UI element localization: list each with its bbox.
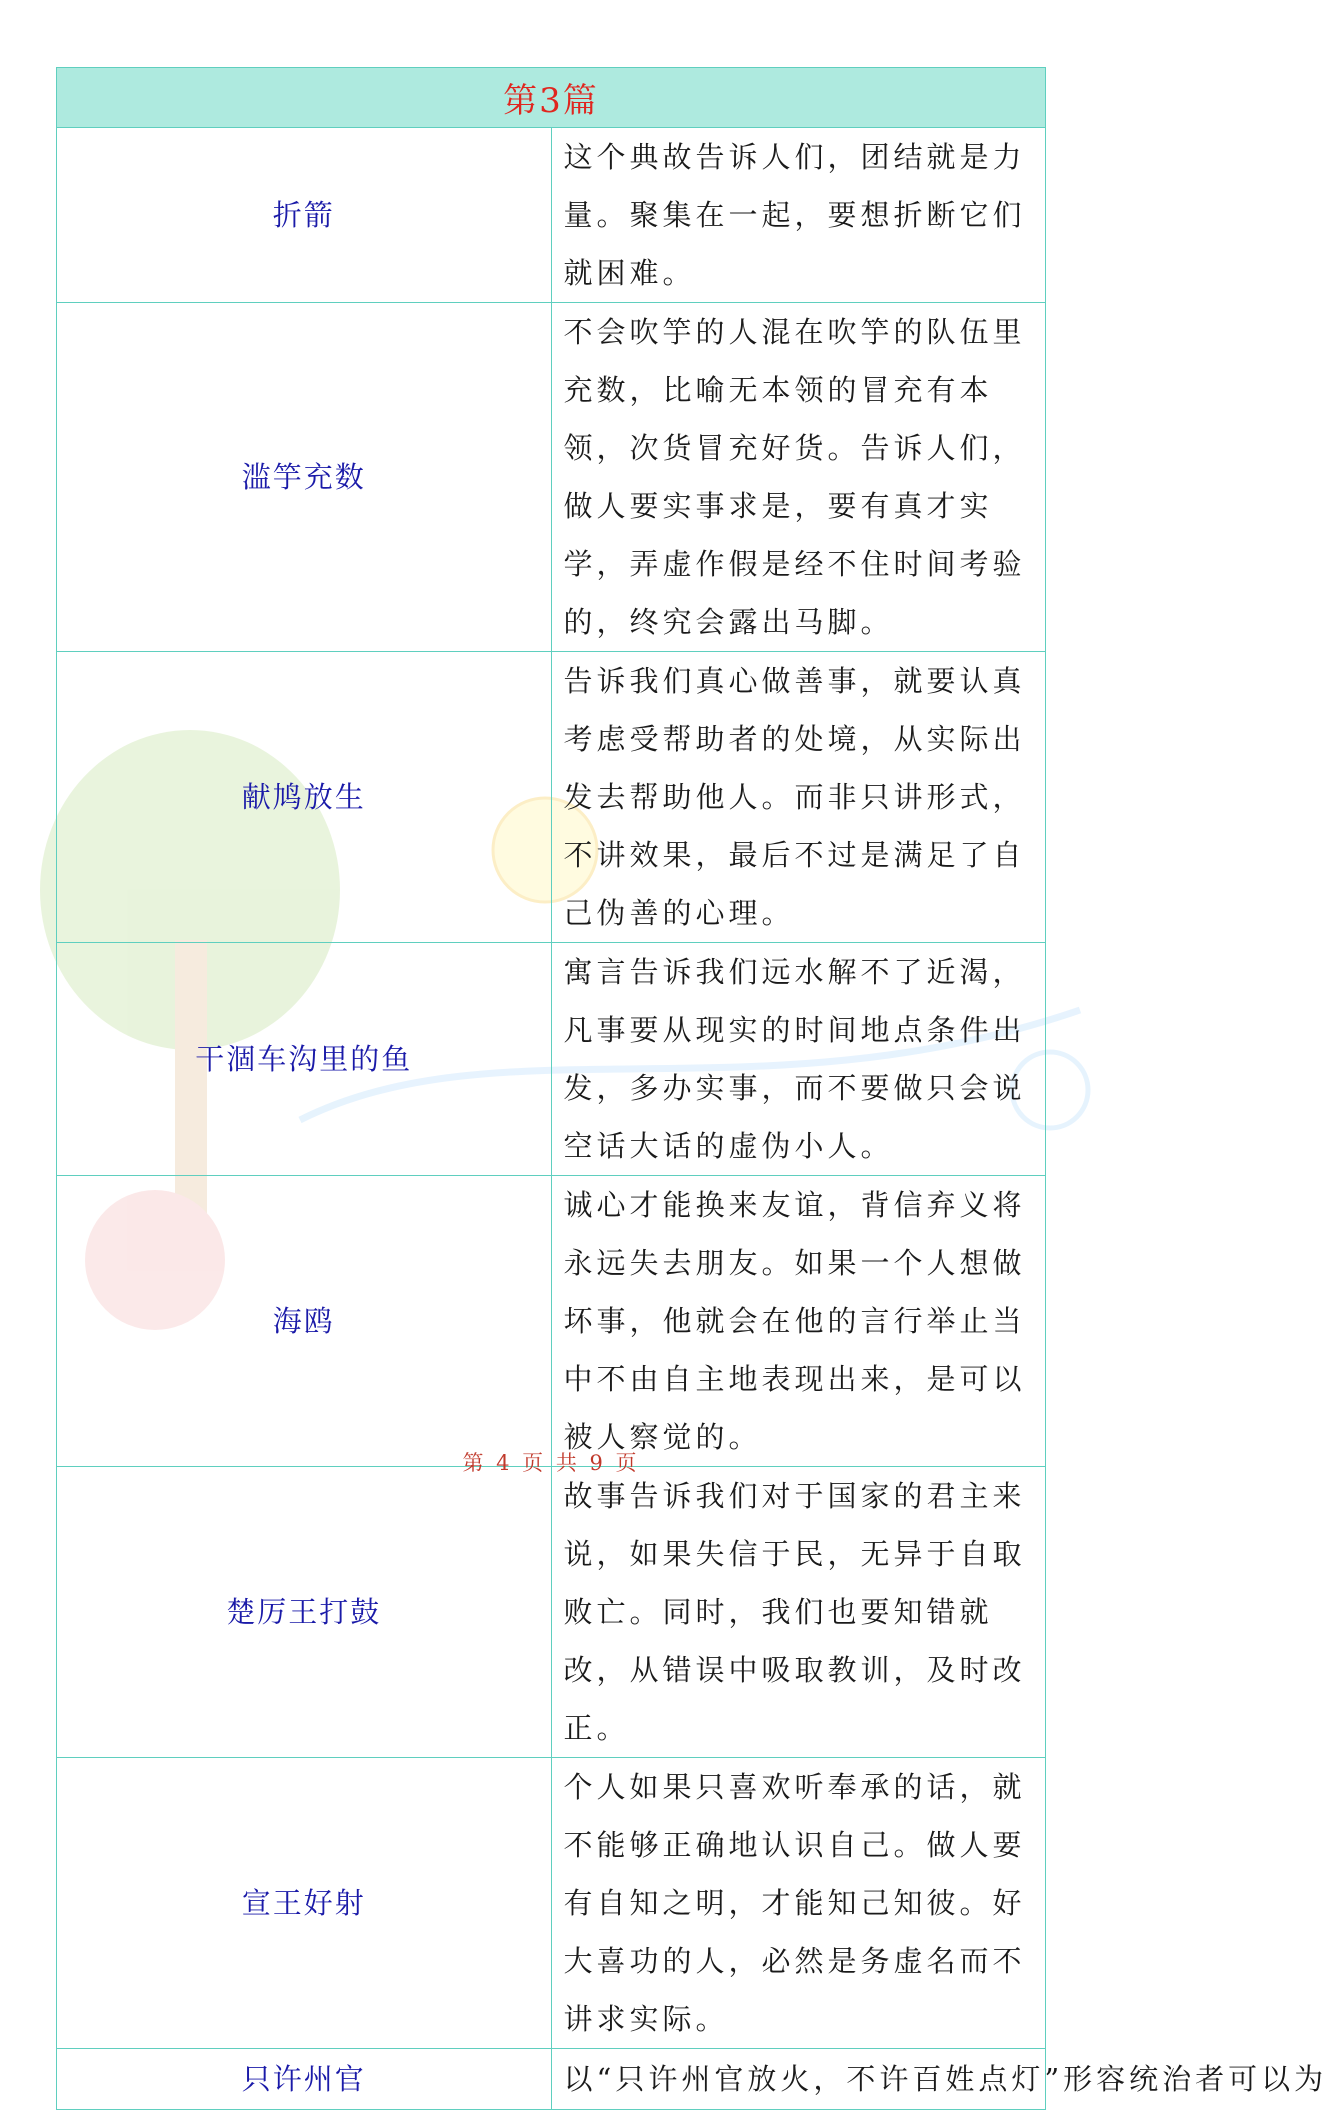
idiom-moral: 这个典故告诉人们，团结就是力量。聚集在一起，要想折断它们就困难。: [551, 128, 1046, 303]
table-row: [57, 1176, 1046, 1467]
idiom-name: 只许州官: [57, 2049, 552, 2110]
table-row: [57, 2049, 1046, 2110]
idiom-moral: 诚心才能换来友谊，背信弃义将永远失去朋友。如果一个人想做坏事，他就会在他的言行举止当中不由自主地表现出来，是可以被人察觉的。: [551, 1176, 1046, 1467]
idiom-moral: 以“只许州官放火，不许百姓点灯”形容统治者可以为: [551, 2049, 1046, 2110]
table-row: [57, 303, 1046, 652]
table-row: [57, 943, 1046, 1176]
idiom-moral: 个人如果只喜欢听奉承的话，就不能够正确地认识自己。做人要有自知之明，才能知己知彼。好大喜功的人，必然是务虚名而不讲求实际。: [551, 1758, 1046, 2049]
idiom-name: 献鸠放生: [57, 652, 552, 943]
idiom-moral: 故事告诉我们对于国家的君主来说，如果失信于民，无异于自取败亡。同时，我们也要知错就改，从错误中吸取教训，及时改正。: [551, 1467, 1046, 1758]
idiom-moral: 不会吹竽的人混在吹竽的队伍里充数，比喻无本领的冒充有本领，次货冒充好货。告诉人们，做人要实事求是，要有真才实学，弄虚作假是经不住时间考验的，终究会露出马脚。: [551, 303, 1046, 652]
idiom-name: 折箭: [57, 128, 552, 303]
table-row: [57, 128, 1046, 303]
idiom-table: [56, 67, 1327, 2110]
table-row: [57, 1467, 1046, 1758]
idiom-name: 滥竽充数: [57, 303, 552, 652]
idiom-moral: 寓言告诉我们远水解不了近渴，凡事要从现实的时间地点条件出发，多办实事，而不要做只会说空话大话的虚伪小人。: [551, 943, 1046, 1176]
idiom-moral: 告诉我们真心做善事，就要认真考虑受帮助者的处境，从实际出发去帮助他人。而非只讲形式，不讲效果，最后不过是满足了自己伪善的心理。: [551, 652, 1046, 943]
idiom-name: 海鸥: [57, 1176, 552, 1467]
page-number: 第 4 页 共 9 页: [462, 1451, 640, 1475]
table-row: [57, 652, 1046, 943]
idiom-name: 宣王好射: [57, 1758, 552, 2049]
idiom-name: 楚厉王打鼓: [57, 1467, 552, 1758]
section-title: 第3篇: [57, 68, 1046, 128]
table-row: [57, 1758, 1046, 2049]
idiom-name: 干涸车沟里的鱼: [57, 943, 552, 1176]
